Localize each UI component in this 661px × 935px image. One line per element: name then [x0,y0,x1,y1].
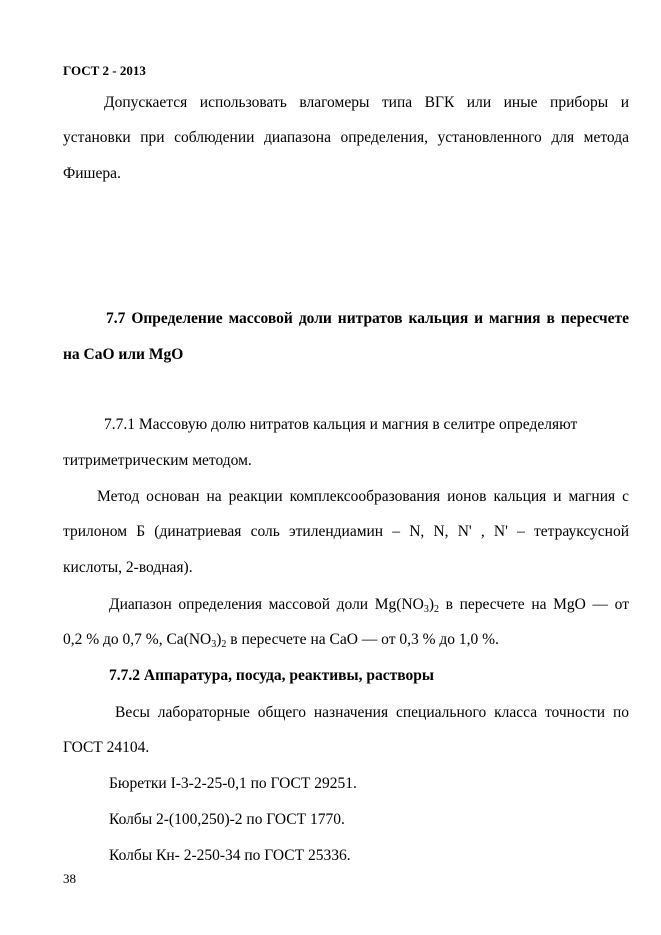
section-heading-7-7-cont: на CaO или MgO [63,346,184,363]
range-line-2 [63,630,629,650]
subscript: 2 [221,639,227,650]
section-heading-7-7-2: 7.7.2 Аппаратура, посуда, реактивы, растворы [109,667,434,684]
paragraph-line: трилоном Б (динатриевая соль этилендиамин – N, N, N' , N' – тетрауксусной [63,523,629,540]
paragraph-line: Весы лабораторные общего назначения специального класса точности по [115,704,629,721]
paragraph-line: Допускается использовать влагомеры типа ВГК или иные приборы и [104,94,629,111]
subscript: 3 [211,639,217,650]
section-heading-7-7: 7.7 Определение массовой доли нитратов кальция и магния в пересчете [106,310,629,327]
paragraph-line: кислоты, 2-водная). [63,559,193,576]
range-text: в пересчете на CaO — от 0,3 % до 1,0 %. [226,631,499,648]
range-text: 0,2 % до 0,7 %, Ca(NO [63,631,212,648]
subscript: 3 [423,604,429,615]
paragraph-line: установки при соблюдении диапазона определения, установленного для метода [63,129,629,146]
paragraph-line: 7.7.1 Массовую долю нитратов кальция и магния в селитре определяют [104,416,578,433]
list-item: Колбы 2-(100,250)-2 по ГОСТ 1770. [109,811,345,828]
range-text: Диапазон определения массовой доли Mg(NO [109,596,424,613]
paragraph-line: Метод основан на реакции комплексообразования ионов кальция и магния с [97,488,629,505]
list-item: Бюретки I-3-2-25-0,1 по ГОСТ 29251. [109,775,357,792]
paragraph-line: ГОСТ 24104. [63,739,150,756]
list-item: Колбы Кн- 2-250-34 по ГОСТ 25336. [109,847,351,864]
paragraph-line: титриметрическим методом. [63,452,252,469]
subscript: 2 [434,604,439,615]
range-text: в пересчете на MgO — от [439,596,629,613]
range-text: ) [216,631,222,648]
page-number: 38 [63,871,76,886]
range-text: ) [428,596,434,613]
range-line-1 [109,595,629,615]
paragraph-line: Фишера. [63,165,121,182]
running-header: ГОСТ 2 - 2013 [63,63,146,78]
